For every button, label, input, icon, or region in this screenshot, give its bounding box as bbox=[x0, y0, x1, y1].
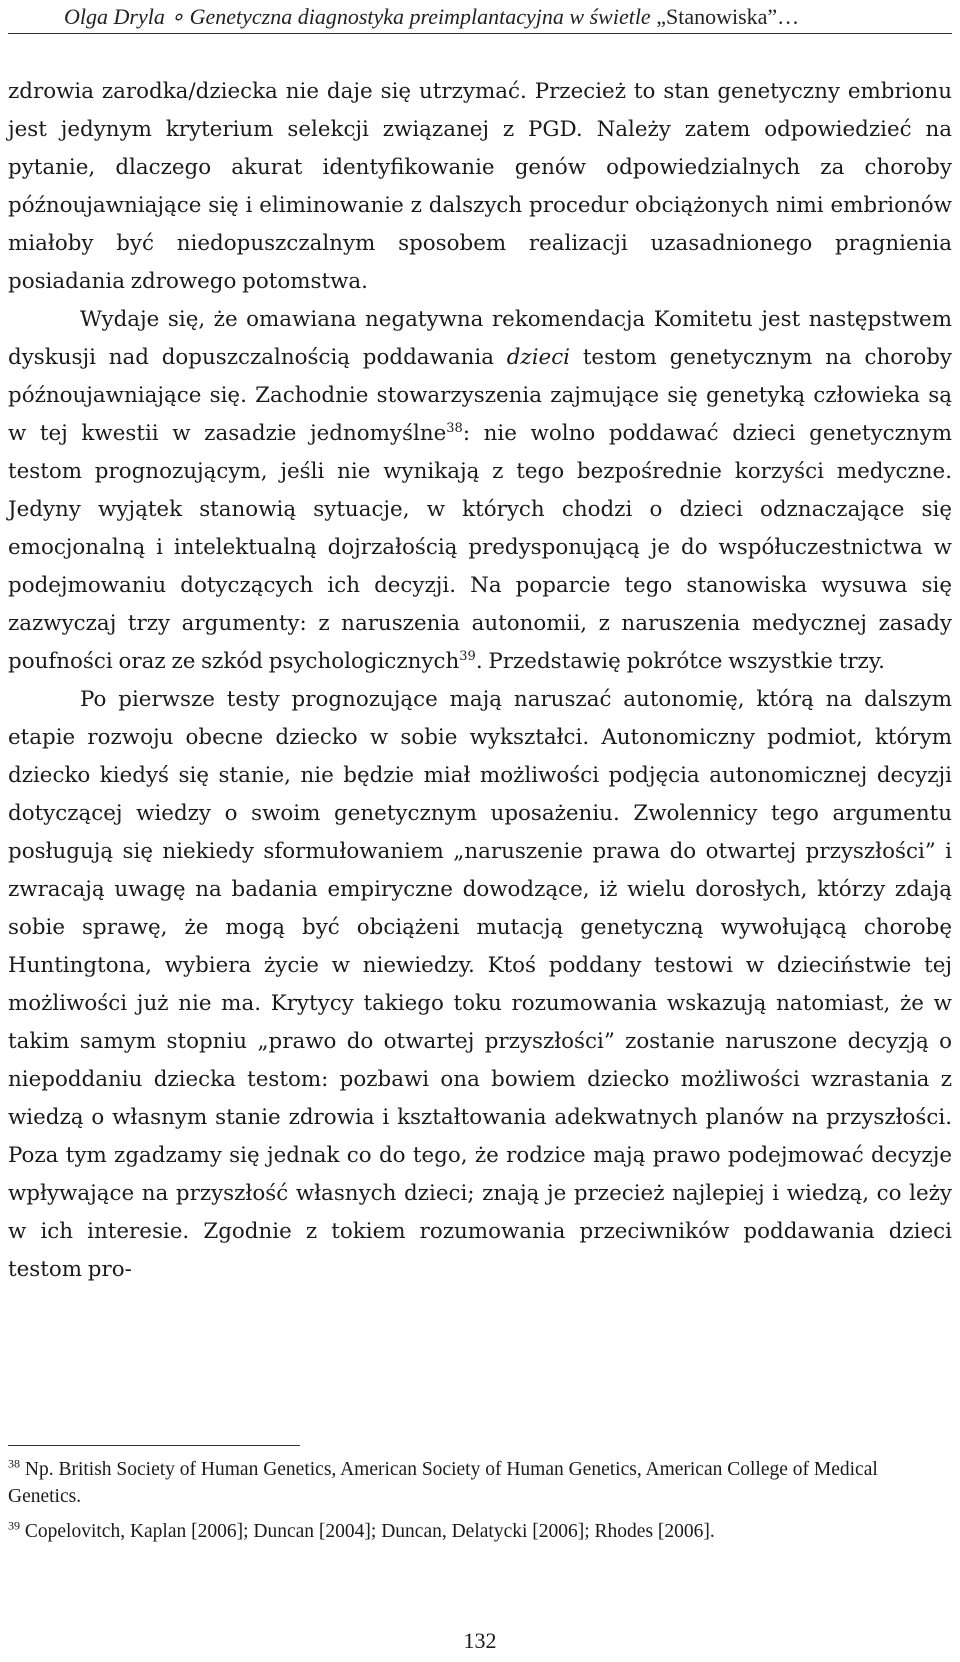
header-title-tail: „Stanowiska”… bbox=[656, 4, 800, 29]
footnote-ref-39[interactable]: 39 bbox=[459, 648, 476, 664]
footnote-number: 38 bbox=[8, 1456, 20, 1471]
paragraph-2 bbox=[8, 301, 952, 681]
paragraph-2-part-a: Wydaje się, że omawiana negatywna rekomendacja Komitetu jest następstwem dyskusji nad dopuszczalnością poddawania bbox=[8, 307, 952, 370]
page-number: 132 bbox=[463, 1628, 497, 1653]
paragraph-2-part-b: testom genetycznym na choroby późnoujawniające się. Zachodnie stowarzyszenia zajmujące się genetyką człowieka są w tej kwestii w zasadzie jednomyślne bbox=[8, 345, 953, 446]
paragraph-3: Po pierwsze testy prognozujące mają naruszać autonomię, którą na dalszym etapie rozwoju obecne dziecko w sobie wykształci. Autonomiczny podmiot, którym dziecko kiedyś się stanie, nie będzie miał możliwości podjęcia autonomicznej decyzji dotyczącej wiedzy o swoim genetycznym uposażeniu. Zwolennicy tego argumentu posługują się niekiedy sformułowaniem „naruszenie prawa do otwartej przyszłości” i zwracają uwagę na badania empiryczne dowodzące, iż wielu dorosłych, którzy zdają sobie sprawę, że mogą być obciążeni mutacją genetyczną wywołującą chorobę Huntingtona, wybiera życie w niewiedzy. Ktoś poddany testowi w dzieciństwie tej możliwości już nie ma. Krytycy takiego toku rozumowania wskazują natomiast, że w takim samym stopniu „prawo do otwartej przyszłości” zostanie naruszone decyzją o niepoddaniu dziecka testom: pozbawi ona bowiem dziecko możliwości wzrastania z wiedzą o własnym stanie zdrowia i kształtowania adekwatnych planów na przyszłości. Poza tym zgadzamy się jednak co do tego, że rodzice mają prawo podejmować decyzje wpływające na przyszłość własnych dzieci; znają je przecież najlepiej i wiedzą, co leży w ich interesie. Zgodnie z tokiem rozumowania przeciwników poddawania dzieci testom pro- bbox=[8, 687, 952, 1282]
header-separator-icon: ∘ bbox=[170, 4, 185, 29]
header-author: Olga Dryla bbox=[64, 4, 165, 29]
paragraph-1: zdrowia zarodka/dziecka nie daje się utrzymać. Przecież to stan genetyczny embrionu jest jedynym kryterium selekcji związanej z PGD. Należy zatem odpowiedzieć na pytanie, dlaczego akurat identyfikowanie genów odpowiedzialnych za choroby późnoujawniające się i eliminowanie z dalszych procedur obciążonych nimi embrionów miałoby być niedopuszczalnym sposobem realizacji uzasadnionego pragnienia posiadania zdrowego potomstwa. bbox=[8, 79, 952, 294]
footnote-39 bbox=[8, 1518, 952, 1545]
running-header bbox=[8, 0, 952, 34]
footnote-text: Copelovitch, Kaplan [2006]; Duncan [2004]; Duncan, Delatycki [2006]; Rhodes [2006]. bbox=[24, 1521, 715, 1542]
footnote-38 bbox=[8, 1456, 952, 1510]
running-header-text bbox=[64, 4, 799, 30]
footnote-number: 39 bbox=[8, 1518, 20, 1533]
emphasis-dzieci: dzieci bbox=[506, 345, 571, 370]
footnote-text: Np. British Society of Human Genetics, American Society of Human Genetics, American College of Medical Genetics. bbox=[8, 1459, 878, 1507]
footnotes bbox=[8, 1456, 952, 1553]
footnote-divider bbox=[8, 1445, 300, 1446]
paragraph-2-part-d: . Przedstawię pokrótce wszystkie trzy. bbox=[475, 649, 885, 674]
body-text bbox=[8, 73, 952, 1289]
header-title: Genetyczna diagnostyka preimplantacyjna w świetle bbox=[189, 4, 651, 29]
paragraph-2-part-c: : nie wolno poddawać dzieci genetycznym testom prognozującym, jeśli nie wynikają z tego bezpośrednie korzyści medyczne. Jedyny wyjątek stanowią sytuacje, w których chodzi o dzieci odznaczające się emocjonalną i intelektualną dojrzałością predysponującą je do współuczestnictwa w podejmowaniu dotyczących ich decyzji. Na poparcie tego stanowiska wysuwa się zazwyczaj trzy argumenty: z naruszenia autonomii, z naruszenia medycznej zasady poufności oraz ze szkód psychologicznych bbox=[8, 421, 952, 674]
footnote-ref-38[interactable]: 38 bbox=[446, 420, 463, 436]
